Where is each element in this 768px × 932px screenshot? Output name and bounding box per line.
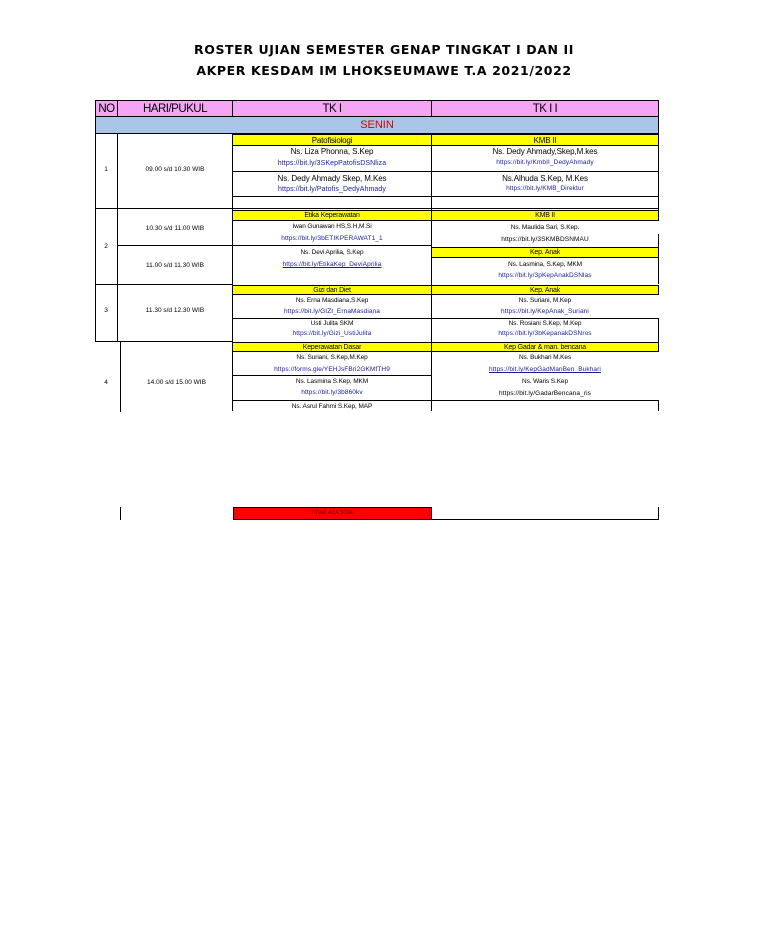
subject-tk1: Etika Keperawatan [232, 210, 432, 221]
lecturer-name: Iwan Gunawan HS,S.H,M.Si [292, 223, 372, 230]
subject-tk1: Gizi dan Diet [232, 285, 432, 295]
exam-link[interactable]: https://bit.ly/GIZI_ErnaMasdiana [283, 308, 381, 315]
day-row-senin: SENIN [95, 116, 659, 134]
subject-tk2: Kep. Anak [431, 285, 659, 295]
row-number: 2 [104, 243, 108, 250]
grid-line [232, 400, 659, 401]
subject-tk2: KMB II [431, 134, 659, 146]
lecturer-name: Ns. Lasmina S.Kep, MKM [295, 378, 369, 385]
lecturer-name: Ns. Asrul Fahmi S.Kep, MAP [291, 403, 373, 410]
grid-line [117, 341, 233, 342]
grid-line [120, 507, 121, 520]
exam-link[interactable]: https://bit.ly/3bETIKPERAWAT1_1 [281, 235, 383, 242]
grid-line [658, 507, 659, 520]
row-number: 3 [104, 307, 108, 314]
grid-line [117, 284, 233, 285]
exam-link[interactable]: https://bit.ly/Gizi_UstiJulita [292, 330, 372, 337]
subject-tk1: Patofisiologi [232, 134, 432, 146]
row-time: 09.00 s/d 10.30 WIB [145, 166, 205, 173]
grid-line [431, 519, 659, 520]
grid-line [232, 375, 432, 376]
grid-line [117, 245, 233, 246]
grid-line [95, 208, 118, 209]
exam-link[interactable]: https://bit.ly/EtikaKep_DeviAprilia [282, 261, 382, 268]
grid-line [117, 208, 233, 209]
lecturer-name: Ns. Liza Phonna, S.Kep [290, 147, 374, 156]
row-time: 10.30 s/d 11.00 WIB [145, 225, 205, 232]
exam-link[interactable]: https://bit.ly/KepGadManBen_Bukhari [489, 366, 601, 373]
grid-line [120, 342, 121, 412]
roster-title-line1: ROSTER UJIAN SEMESTER GENAP TINGKAT I DAN II [194, 42, 574, 57]
grid-line [95, 341, 118, 342]
grid-line [95, 284, 118, 285]
lecturer-name: Ns. Maulida Sari, S.Kep. [510, 224, 580, 231]
subject-tk2: KMB II [431, 210, 659, 221]
grid-line [232, 245, 432, 246]
exam-link[interactable]: https://bit.ly/KepAnak_Suriani [501, 308, 589, 315]
row-number: 4 [104, 379, 108, 386]
subject-tk2: Kep. Anak [431, 247, 659, 258]
header-hari-pukul: HARI/PUKUL [117, 100, 233, 117]
lecturer-name: Ns. Dedy Ahmady,Skep,M.kes [492, 147, 598, 156]
header-tk1: TK I [232, 100, 432, 117]
grid-line [232, 171, 659, 172]
exam-link[interactable]: https://bit.ly/3bKepanakDSNros [498, 330, 592, 337]
lecturer-name: Ns. Bukhari M.Kes [518, 354, 572, 361]
lecturer-name: Ns. Suriani, S.Kep,M.Kep [296, 354, 368, 361]
lecturer-name: Usti Julita SKM [310, 320, 354, 327]
exam-link[interactable]: https://bit.ly/3SKepPatofisDSNliza [277, 160, 387, 167]
grid-line [232, 196, 659, 197]
exam-link[interactable]: https://forms.gle/YEHJsFBri2GKMfTH9 [274, 366, 390, 373]
exam-link[interactable]: https://bit.ly/KMB_Direktur [506, 185, 584, 192]
lecturer-name: Ns. Waris S.Kep [522, 378, 568, 385]
subject-tk1: Keperawatan Dasar [232, 342, 432, 352]
exam-link[interactable]: https://bit.ly/3b860kv [301, 389, 363, 396]
row-number: 1 [104, 166, 108, 173]
exam-link[interactable]: https://bit.ly/KmbII_DedyAhmady [496, 159, 594, 166]
lecturer-name: Ns. Suriani, M.Kep [518, 297, 572, 304]
roster-title-line2: AKPER KESDAM IM LHOKSEUMAWE T.A 2021/2022 [196, 63, 572, 78]
lecturer-name: Ns. Devi Aprilia, S.Kep [300, 249, 364, 256]
no-question-cell: TIDAK ADA SOAL [233, 507, 432, 520]
grid-line [232, 208, 659, 209]
lecturer-name: Ns. Rosiani S.Kep, M.Kep [508, 320, 582, 327]
exam-link[interactable]: https://bit.ly/Patofis_DedyAhmady [278, 186, 386, 193]
grid-line [232, 318, 659, 319]
header-no: NO [95, 100, 118, 117]
row-time: 11.00 s/d 11.30 WIB [146, 262, 204, 269]
exam-link[interactable]: https://bit.ly/GadarBencana_ris [499, 390, 591, 397]
lecturer-name: Ns.Alhuda S.Kep, M.Kes [502, 174, 588, 183]
header-tk2: TK I I [431, 100, 659, 117]
lecturer-name: Ns. Lasmina, S.Kep, MKM [508, 261, 582, 268]
subject-tk2: Kep Gadar & man. bencana [431, 342, 659, 352]
exam-link[interactable]: https://bit.ly/3pKepAnakDSNlas [498, 272, 592, 279]
exam-link[interactable]: https://bit.ly/3SKMBDSNMAU [501, 236, 589, 243]
lecturer-name: Ns. Erna Masdiana,S.Kep [295, 297, 369, 304]
grid-line [658, 400, 659, 411]
row-time: 14.00 s/d 15.00 WIB [147, 379, 206, 386]
lecturer-name: Ns. Dedy Ahmady Skep, M.Kes [277, 174, 387, 183]
row-time: 11.30 s/d 12.30 WIB [145, 307, 205, 314]
